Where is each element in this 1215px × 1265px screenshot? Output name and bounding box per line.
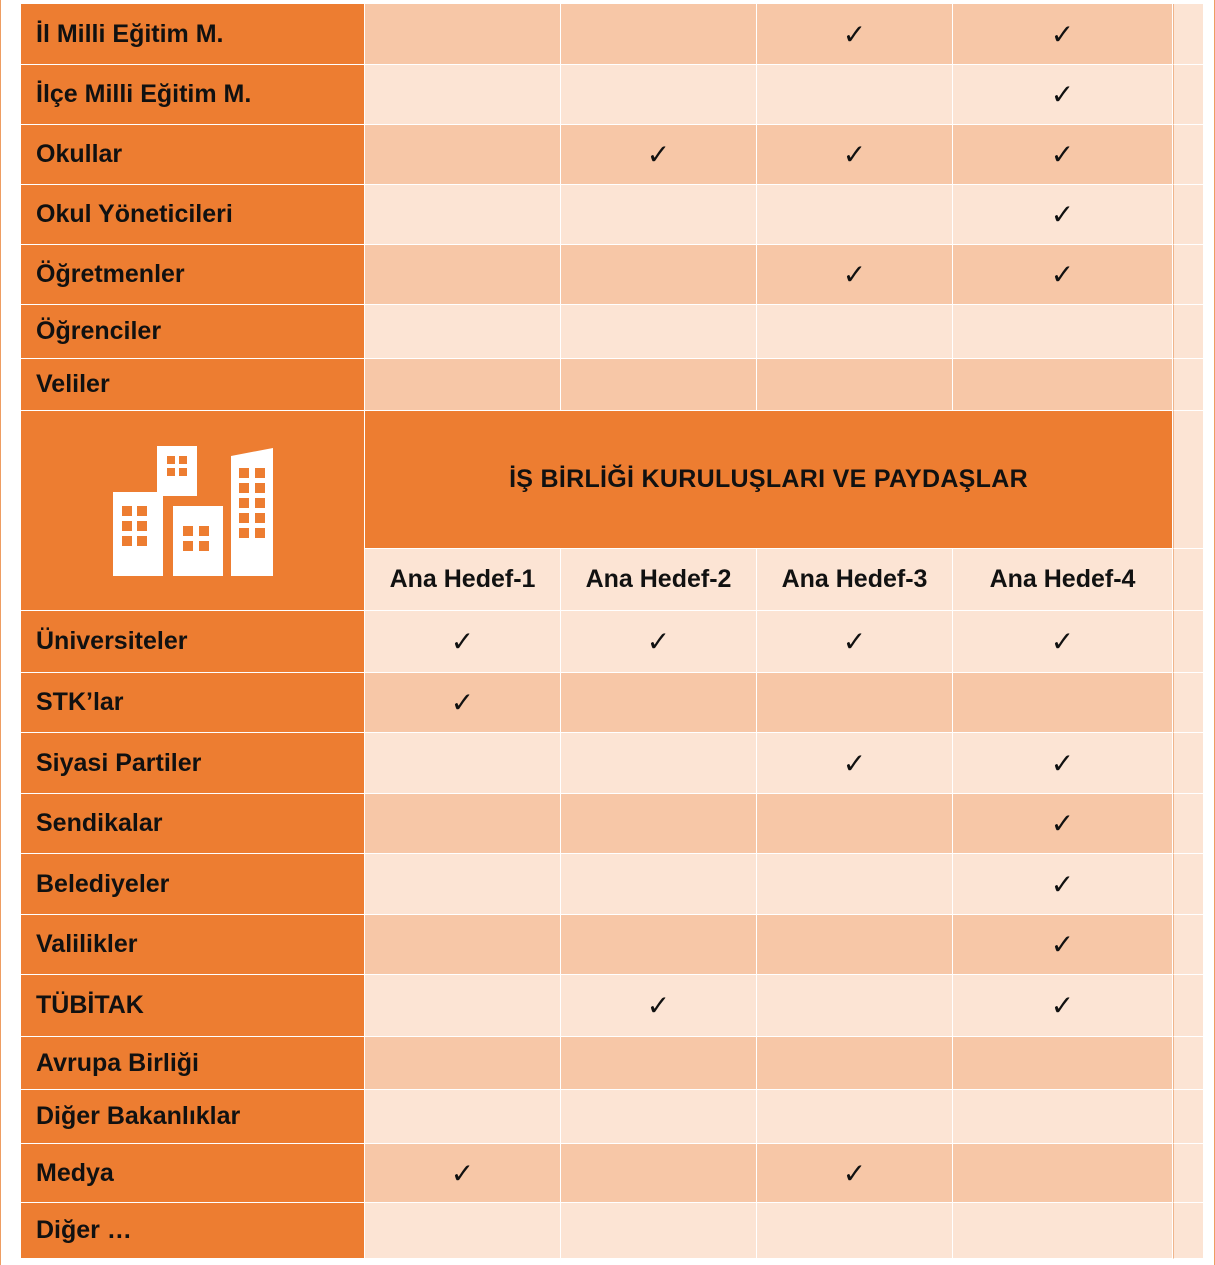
check-cell bbox=[561, 245, 757, 305]
table-margin bbox=[1173, 245, 1203, 305]
check-mark: ✓ bbox=[646, 989, 671, 1022]
check-cell bbox=[561, 1037, 757, 1090]
table-margin bbox=[1173, 305, 1203, 359]
check-cell bbox=[561, 4, 757, 65]
check-mark: ✓ bbox=[842, 1156, 867, 1190]
check-cell bbox=[953, 1203, 1173, 1259]
check-cell bbox=[757, 673, 953, 733]
check-cell bbox=[561, 1090, 757, 1144]
check-mark: ✓ bbox=[1050, 746, 1075, 780]
table-margin bbox=[1173, 359, 1203, 411]
check-mark: ✓ bbox=[450, 686, 475, 719]
check-cell bbox=[365, 611, 561, 673]
check-cell bbox=[561, 794, 757, 854]
check-cell bbox=[953, 854, 1173, 915]
check-cell bbox=[953, 975, 1173, 1037]
stakeholder-table bbox=[21, 4, 1203, 1259]
check-cell bbox=[561, 1203, 757, 1259]
check-cell bbox=[365, 854, 561, 915]
row-label: Belediyeler bbox=[21, 854, 365, 915]
table-margin bbox=[1173, 185, 1203, 245]
table-margin bbox=[1173, 1037, 1203, 1090]
row-label: TÜBİTAK bbox=[21, 975, 365, 1037]
check-cell bbox=[365, 673, 561, 733]
check-cell bbox=[757, 1037, 953, 1090]
check-cell bbox=[365, 794, 561, 854]
check-cell bbox=[365, 185, 561, 245]
table-margin bbox=[1173, 4, 1203, 65]
buildings-icon bbox=[21, 411, 365, 611]
check-cell bbox=[365, 1090, 561, 1144]
check-mark: ✓ bbox=[1050, 989, 1075, 1022]
check-cell bbox=[365, 4, 561, 65]
check-cell bbox=[365, 359, 561, 411]
check-cell bbox=[953, 305, 1173, 359]
check-cell bbox=[953, 125, 1173, 185]
check-cell bbox=[757, 794, 953, 854]
check-cell bbox=[953, 673, 1173, 733]
check-cell bbox=[561, 65, 757, 125]
check-mark: ✓ bbox=[842, 746, 867, 780]
check-cell bbox=[365, 1037, 561, 1090]
column-header: Ana Hedef-4 bbox=[953, 549, 1173, 611]
check-mark: ✓ bbox=[1050, 198, 1075, 231]
row-label: Diğer Bakanlıklar bbox=[21, 1090, 365, 1144]
table-margin bbox=[1173, 65, 1203, 125]
check-cell bbox=[561, 305, 757, 359]
check-cell bbox=[757, 125, 953, 185]
row-label: Valilikler bbox=[21, 915, 365, 975]
row-label: Öğretmenler bbox=[21, 245, 365, 305]
check-cell bbox=[953, 185, 1173, 245]
check-cell bbox=[365, 125, 561, 185]
column-header: Ana Hedef-3 bbox=[757, 549, 953, 611]
check-cell bbox=[561, 673, 757, 733]
row-label: Üniversiteler bbox=[21, 611, 365, 673]
check-cell bbox=[953, 1090, 1173, 1144]
check-mark: ✓ bbox=[842, 258, 867, 291]
check-cell bbox=[757, 733, 953, 794]
check-cell bbox=[757, 65, 953, 125]
table-margin bbox=[1173, 549, 1203, 611]
check-mark: ✓ bbox=[842, 17, 867, 51]
check-cell bbox=[757, 305, 953, 359]
check-cell bbox=[365, 65, 561, 125]
row-label: STK’lar bbox=[21, 673, 365, 733]
check-mark: ✓ bbox=[1050, 138, 1075, 171]
check-cell bbox=[953, 794, 1173, 854]
check-cell bbox=[953, 733, 1173, 794]
check-cell bbox=[365, 975, 561, 1037]
table-margin bbox=[1173, 733, 1203, 794]
check-cell bbox=[757, 359, 953, 411]
check-cell bbox=[953, 915, 1173, 975]
check-mark: ✓ bbox=[842, 625, 867, 658]
check-mark: ✓ bbox=[1050, 258, 1075, 291]
row-label: Avrupa Birliği bbox=[21, 1037, 365, 1090]
column-header: Ana Hedef-1 bbox=[365, 549, 561, 611]
check-cell bbox=[953, 1144, 1173, 1203]
table-margin bbox=[1173, 1203, 1203, 1259]
check-cell bbox=[365, 733, 561, 794]
table-margin bbox=[1173, 411, 1203, 549]
check-cell bbox=[757, 1203, 953, 1259]
check-cell bbox=[561, 125, 757, 185]
buildings-icon-svg bbox=[113, 446, 273, 576]
table-margin bbox=[1173, 611, 1203, 673]
check-cell bbox=[561, 1144, 757, 1203]
section-title: İŞ BİRLİĞİ KURULUŞLARI VE PAYDAŞLAR bbox=[365, 411, 1173, 549]
check-cell bbox=[953, 359, 1173, 411]
check-mark: ✓ bbox=[646, 138, 671, 171]
row-label: Medya bbox=[21, 1144, 365, 1203]
check-mark: ✓ bbox=[1050, 17, 1075, 51]
row-label: Veliler bbox=[21, 359, 365, 411]
check-cell bbox=[365, 245, 561, 305]
check-cell bbox=[757, 1090, 953, 1144]
check-cell bbox=[757, 1144, 953, 1203]
check-cell bbox=[561, 185, 757, 245]
check-mark: ✓ bbox=[450, 625, 475, 658]
check-cell bbox=[561, 359, 757, 411]
row-label: Okul Yöneticileri bbox=[21, 185, 365, 245]
table-margin bbox=[1173, 1144, 1203, 1203]
check-cell bbox=[561, 854, 757, 915]
check-cell bbox=[561, 915, 757, 975]
check-cell bbox=[757, 611, 953, 673]
table-margin bbox=[1173, 854, 1203, 915]
check-cell bbox=[757, 4, 953, 65]
row-label: Öğrenciler bbox=[21, 305, 365, 359]
check-mark: ✓ bbox=[1050, 807, 1075, 840]
row-label: İl Milli Eğitim M. bbox=[21, 4, 365, 65]
check-cell bbox=[561, 975, 757, 1037]
check-cell bbox=[953, 611, 1173, 673]
row-label: Diğer … bbox=[21, 1203, 365, 1259]
check-mark: ✓ bbox=[1050, 867, 1075, 901]
check-mark: ✓ bbox=[1050, 928, 1075, 961]
table-margin bbox=[1173, 1090, 1203, 1144]
check-cell bbox=[757, 975, 953, 1037]
check-cell bbox=[365, 1203, 561, 1259]
check-mark: ✓ bbox=[450, 1156, 475, 1190]
check-cell bbox=[561, 611, 757, 673]
table-margin bbox=[1173, 975, 1203, 1037]
row-label: Okullar bbox=[21, 125, 365, 185]
check-cell bbox=[365, 915, 561, 975]
check-mark: ✓ bbox=[1050, 625, 1075, 658]
check-cell bbox=[757, 854, 953, 915]
check-cell bbox=[365, 1144, 561, 1203]
check-cell bbox=[953, 4, 1173, 65]
check-cell bbox=[365, 305, 561, 359]
table-margin bbox=[1173, 915, 1203, 975]
check-cell bbox=[561, 733, 757, 794]
row-label: İlçe Milli Eğitim M. bbox=[21, 65, 365, 125]
check-cell bbox=[953, 65, 1173, 125]
table-margin bbox=[1173, 673, 1203, 733]
check-cell bbox=[757, 245, 953, 305]
check-cell bbox=[953, 245, 1173, 305]
check-mark: ✓ bbox=[1050, 78, 1075, 111]
check-cell bbox=[757, 185, 953, 245]
row-label: Sendikalar bbox=[21, 794, 365, 854]
check-cell bbox=[953, 1037, 1173, 1090]
column-header: Ana Hedef-2 bbox=[561, 549, 757, 611]
table-margin bbox=[1173, 794, 1203, 854]
check-cell bbox=[757, 915, 953, 975]
table-margin bbox=[1173, 125, 1203, 185]
check-mark: ✓ bbox=[646, 625, 671, 658]
row-label: Siyasi Partiler bbox=[21, 733, 365, 794]
check-mark: ✓ bbox=[842, 138, 867, 171]
